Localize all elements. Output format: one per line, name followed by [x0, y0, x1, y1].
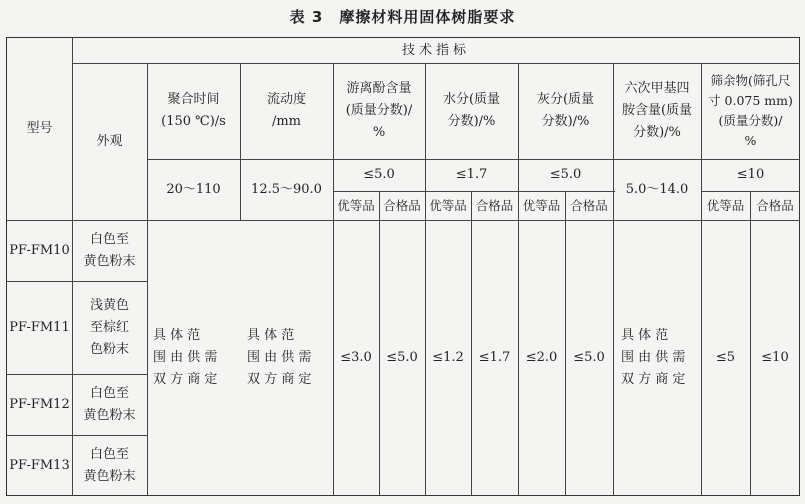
negotiated-line: 围 由 供 需: [247, 350, 312, 365]
row-appearance: [72, 374, 147, 435]
header-phenol: [333, 63, 425, 159]
header-hexa-line: 六次甲基四: [624, 81, 690, 96]
header-gel-time-unit: (150 ℃)/s: [161, 114, 226, 129]
header-phenol-line: (质量分数)/: [345, 103, 413, 118]
row-model: PF-FM11: [9, 319, 70, 335]
phenol-excellent: ≤3.0: [340, 350, 372, 365]
header-gel-time: [147, 63, 240, 159]
negotiated-line: 围 由 供 需: [621, 350, 686, 365]
row-appearance-line: 色粉末: [89, 341, 129, 357]
negotiated-hexa-text: [621, 325, 693, 391]
header-sieve-line: (质量分数)/: [718, 113, 783, 128]
header-water: [425, 63, 518, 159]
negotiated-gel-flow: [147, 220, 333, 496]
ash-excellent: ≤2.0: [525, 350, 558, 365]
negotiated-line: 具 体 范: [247, 328, 295, 343]
header-sieve-unit: %: [744, 133, 757, 148]
header-tech: 技术指标: [401, 42, 470, 58]
negotiated-line: 双 方 商 定: [153, 372, 218, 387]
grade-excellent-label: 优等品: [706, 197, 745, 213]
row-appearance: [72, 281, 147, 374]
grade-qualified-label: 合格品: [756, 197, 794, 213]
row-model: PF-FM10: [9, 242, 70, 258]
negotiated-gel-time: [153, 325, 233, 391]
negotiated-columns: [153, 325, 327, 391]
header-hexa: [613, 63, 701, 159]
row-model: PF-FM12: [9, 396, 70, 412]
header-flow: [240, 63, 333, 159]
row-appearance-line: 黄色粉末: [83, 468, 136, 484]
table-title: 表 3 摩擦材料用固体树脂要求: [289, 8, 516, 26]
grade-excellent-label: 优等品: [337, 197, 375, 213]
grade-qualified-label: 合格品: [383, 197, 421, 213]
phenol-qualified: ≤5.0: [386, 350, 418, 365]
header-hexa-line: 分数)/%: [633, 125, 681, 140]
grade-qualified-label: 合格品: [475, 197, 514, 213]
negotiated-line: 具 体 范: [621, 328, 669, 343]
header-model: 型号: [26, 121, 53, 136]
row-appearance-line: 白色至: [89, 446, 129, 462]
header-sieve: [701, 63, 800, 159]
water-qualified: ≤1.7: [478, 350, 511, 365]
header-hexa-line: 胺含量(质量: [621, 103, 693, 118]
negotiated-line: 双 方 商 定: [247, 372, 312, 387]
spec-flow: 12.5～90.0: [251, 181, 322, 197]
row-model: PF-FM13: [9, 457, 70, 473]
header-ash: [518, 63, 613, 159]
spec-ash: ≤5.0: [549, 167, 582, 182]
requirements-table: [6, 37, 800, 496]
header-phenol-line: 游离酚含量: [346, 81, 412, 96]
negotiated-line: 双 方 商 定: [621, 372, 686, 387]
row-appearance: [72, 220, 147, 281]
water-excellent: ≤1.2: [432, 350, 464, 365]
spec-hexa: 5.0～14.0: [625, 181, 689, 197]
spec-water: ≤1.7: [455, 167, 488, 182]
spec-sieve: ≤10: [736, 167, 765, 182]
row-appearance-line: 浅黄色: [89, 297, 129, 313]
header-sieve-line: 寸 0.075 mm): [708, 93, 793, 108]
row-appearance: [72, 435, 147, 496]
header-ash-line: 灰分(质量: [536, 92, 595, 107]
negotiated-flow: [247, 325, 327, 391]
row-appearance-line: 黄色粉末: [83, 253, 136, 269]
header-sieve-line: 筛余物(筛孔尺: [710, 73, 791, 88]
grade-qualified-label: 合格品: [570, 197, 608, 213]
header-flow-unit: /mm: [271, 114, 302, 129]
row-appearance-line: 白色至: [89, 385, 129, 401]
header-water-line: 分数)/%: [447, 114, 496, 129]
sieve-qualified: ≤10: [761, 350, 789, 365]
header-water-line: 水分(质量: [442, 92, 501, 107]
spec-gel-time: 20～110: [166, 181, 221, 197]
grade-excellent-label: 优等品: [429, 197, 467, 213]
row-appearance-line: 黄色粉末: [83, 407, 136, 423]
header-ash-line: 分数)/%: [541, 114, 590, 129]
header-flow-line: 流动度: [266, 92, 306, 107]
negotiated-line: 围 由 供 需: [153, 350, 218, 365]
row-appearance-line: 至棕红: [89, 319, 129, 335]
header-appearance: 外观: [96, 133, 123, 149]
ash-qualified: ≤5.0: [573, 350, 605, 365]
sieve-excellent: ≤5: [715, 350, 736, 365]
negotiated-line: 具 体 范: [153, 328, 201, 343]
grade-excellent-label: 优等品: [522, 197, 561, 213]
header-gel-time-line: 聚合时间: [167, 92, 220, 107]
spec-phenol: ≤5.0: [363, 167, 395, 182]
negotiated-hexa: [613, 220, 701, 496]
row-appearance-line: 白色至: [89, 231, 129, 247]
header-phenol-unit: %: [372, 125, 386, 140]
